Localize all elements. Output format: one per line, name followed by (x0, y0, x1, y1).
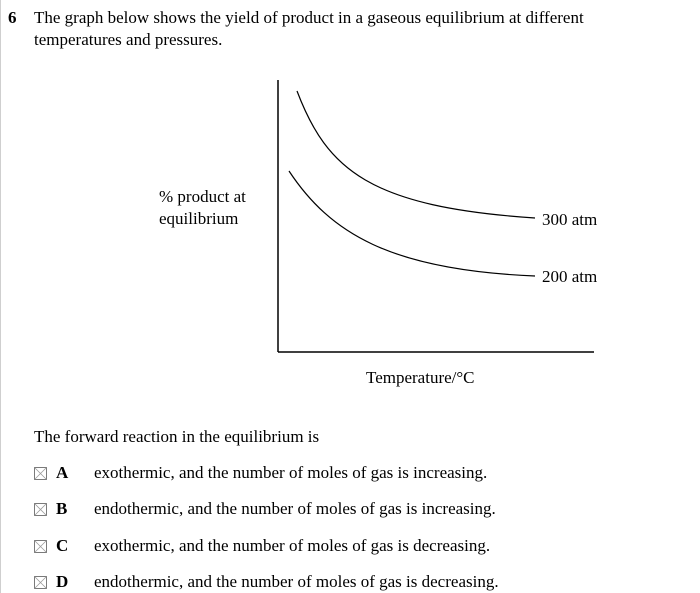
answer-checkbox-icon[interactable] (34, 467, 47, 480)
option-letter: C (56, 536, 69, 555)
question-number: 6 (8, 8, 17, 27)
option-b[interactable] (34, 498, 674, 520)
question-text-line-1: The graph below shows the yield of product in a gaseous equilibrium at different (34, 8, 584, 27)
option-c[interactable] (34, 535, 674, 557)
answer-checkbox-icon[interactable] (34, 540, 47, 553)
answer-checkbox-icon[interactable] (34, 576, 47, 589)
answer-checkbox-icon[interactable] (34, 503, 47, 516)
option-text: endothermic, and the number of moles of gas is decreasing. (94, 572, 499, 591)
y-axis-label-line-1: % product at (159, 187, 246, 206)
series-label-300-atm: 300 atm (542, 210, 598, 229)
option-letter: D (56, 572, 69, 591)
option-a[interactable] (34, 462, 674, 484)
question-stem: The forward reaction in the equilibrium is (34, 427, 320, 446)
option-letter: B (56, 499, 68, 518)
x-axis-label: Temperature/°C (366, 368, 475, 387)
option-text: exothermic, and the number of moles of gas is increasing. (94, 463, 488, 482)
option-text: exothermic, and the number of moles of gas is decreasing. (94, 536, 491, 555)
series-label-200-atm: 200 atm (542, 267, 598, 286)
option-d[interactable] (34, 571, 674, 593)
question-text-line-2: temperatures and pressures. (34, 30, 223, 49)
y-axis-label-line-2: equilibrium (159, 209, 239, 228)
series-line-200-atm (289, 171, 535, 276)
option-text: endothermic, and the number of moles of gas is increasing. (94, 499, 496, 518)
option-letter: A (56, 463, 69, 482)
series-line-300-atm (297, 91, 535, 218)
